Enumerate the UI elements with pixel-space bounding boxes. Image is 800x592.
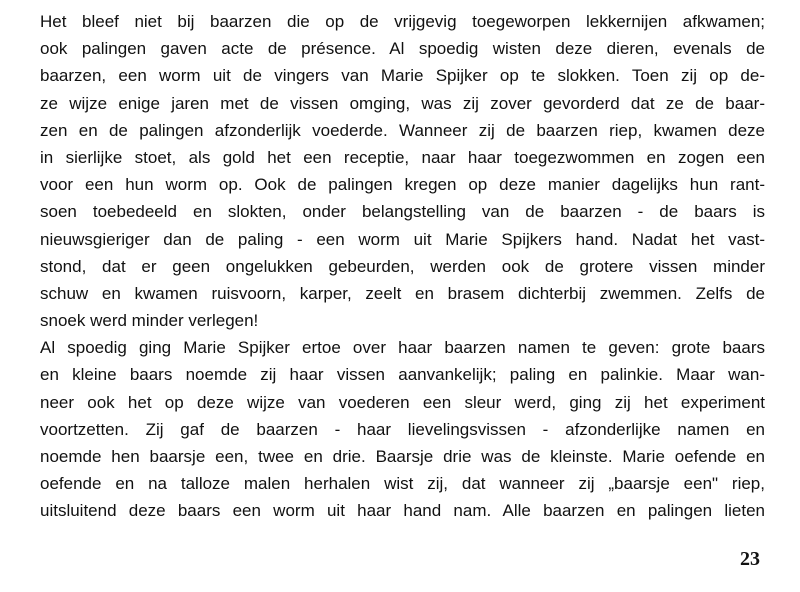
text-line: uitsluitend deze baars een worm uit haar hand nam. Alle baarzen en palingen lieten — [40, 501, 765, 521]
text-line: stond, dat er geen ongelukken gebeurden, werden ook de grotere vissen minder — [40, 256, 765, 276]
text-line: nieuwsgieriger dan de paling - een worm uit Marie Spijkers hand. Nadat het vast- — [40, 229, 765, 249]
text-line: ook palingen gaven acte de présence. Al spoedig wisten deze dieren, evenals de — [40, 39, 765, 59]
body-text — [40, 8, 765, 525]
page-number: 23 — [740, 548, 760, 570]
text-line: voor een hun worm op. Ook de palingen kregen op deze manier dagelijks hun rant- — [40, 175, 765, 195]
text-line: noemde hen baarsje een, twee en drie. Baarsje drie was de kleinste. Marie oefende en — [40, 447, 765, 466]
paragraph-end-line: snoek werd minder verlegen! — [40, 311, 259, 331]
text-line: in sierlijke stoet, als gold het een receptie, naar haar toegezwommen en zogen een — [40, 147, 765, 167]
text-line: zen en de palingen afzonderlijk voederde. Wanneer zij de baarzen riep, kwamen deze — [40, 120, 765, 140]
text-line: en kleine baars noemde zij haar vissen aanvankelijk; paling en palinkie. Maar wan- — [40, 365, 765, 385]
text-line: Al spoedig ging Marie Spijker ertoe over haar baarzen namen te geven: grote baars — [40, 338, 765, 358]
text-line: schuw en kwamen ruisvoorn, karper, zeelt en brasem dichterbij zwemmen. Zelfs de — [40, 283, 765, 303]
text-line: voortzetten. Zij gaf de baarzen - haar lievelingsvissen - afzonderlijke namen en — [40, 419, 765, 439]
text-line: soen toebedeeld en slokten, onder belangstelling van de baarzen - de baars is — [40, 202, 765, 222]
text-line: oefende en na talloze malen herhalen wist zij, dat wanneer zij „baarsje een" riep, — [40, 474, 765, 494]
text-line: neer ook het op deze wijze van voederen een sleur werd, ging zij het experiment — [40, 392, 765, 412]
text-line: baarzen, een worm uit de vingers van Marie Spijker op te slokken. Toen zij op de- — [40, 66, 765, 86]
text-line: Het bleef niet bij baarzen die op de vrijgevig toegeworpen lekkernijen afkwamen; — [40, 12, 765, 31]
text-line: ze wijze enige jaren met de vissen omging, was zij zover gevorderd dat ze de baar- — [40, 93, 765, 113]
